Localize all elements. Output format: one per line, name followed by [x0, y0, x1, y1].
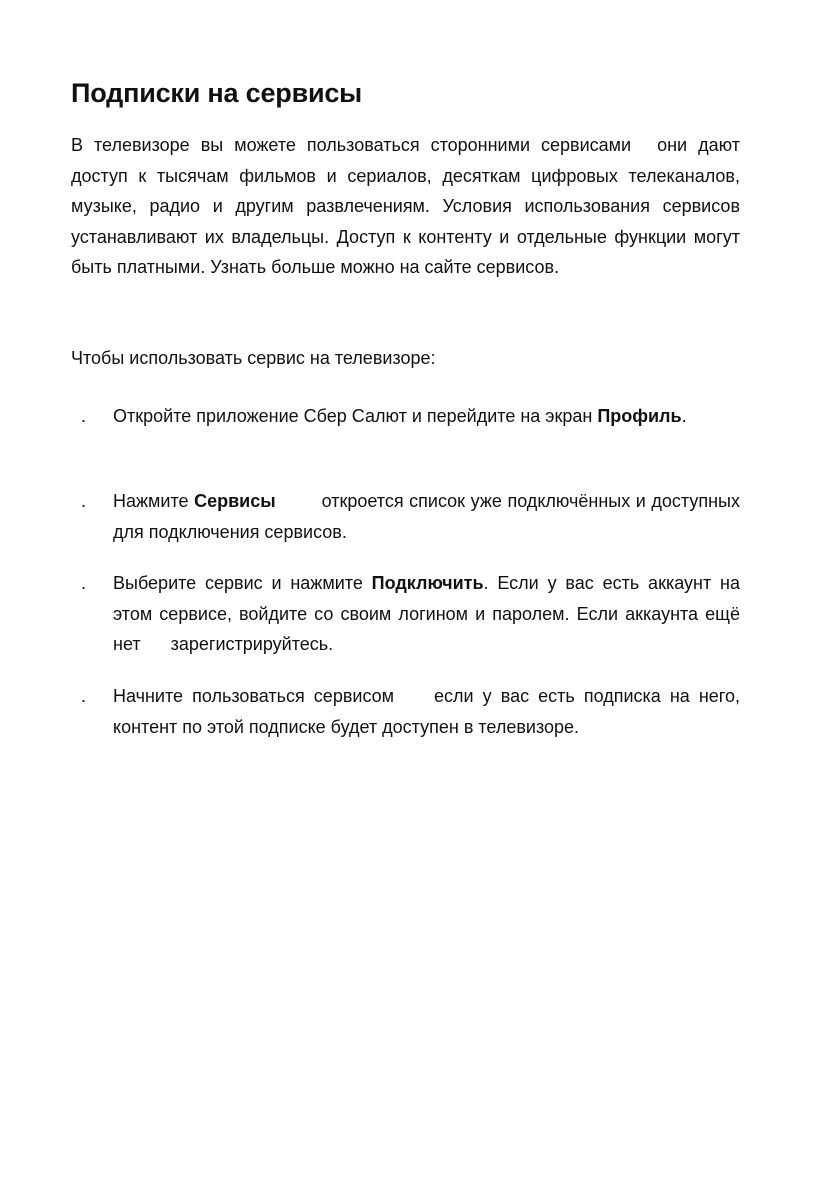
step-marker: .: [81, 686, 87, 706]
step-marker: .: [81, 573, 87, 593]
step-item-2: [71, 486, 740, 547]
intro-text-part1: В телевизоре вы можете пользоваться сторонними сервисами: [71, 135, 632, 155]
connect-term: Подключить: [371, 573, 484, 593]
step-text: Откройте приложение Сбер Салют и перейдите на экран Профиль.: [113, 406, 687, 426]
step-item-1: [71, 401, 740, 432]
step-marker: .: [81, 406, 87, 426]
step-item-3: [71, 568, 740, 660]
step-text: Выберите сервис и нажмите Подключить. Если у вас есть аккаунт на этом сервисе, войдите со своим логином и паролем. Если аккаунта ещё нет зарегистрируйтесь.: [113, 573, 740, 655]
intro-text-part2: они дают доступ к тысячам фильмов и сериалов, десяткам цифровых телеканалов, музыке, радио и другим развлечениям. Условия использования сервисов устанавливают их владельцы. Доступ к контенту и отдельные функции могут быть платными. Узнать больше можно на сайте сервисов.: [71, 135, 740, 278]
page-title: Подписки на сервисы: [71, 78, 363, 108]
services-term: Сервисы: [194, 491, 276, 511]
step-item-4: [71, 681, 740, 742]
step-marker: .: [81, 491, 87, 511]
step-text: Начните пользоваться сервисом если у вас есть подписка на него, контент по этой подписке будет доступен в телевизоре.: [113, 686, 740, 737]
intro-paragraph: [71, 130, 740, 283]
instructions-lead: Чтобы использовать сервис на телевизоре:: [71, 348, 436, 368]
step-text: Нажмите Сервисы откроется список уже подключённых и доступных для подключения сервисов.: [113, 491, 740, 542]
profile-term: Профиль: [597, 406, 682, 426]
